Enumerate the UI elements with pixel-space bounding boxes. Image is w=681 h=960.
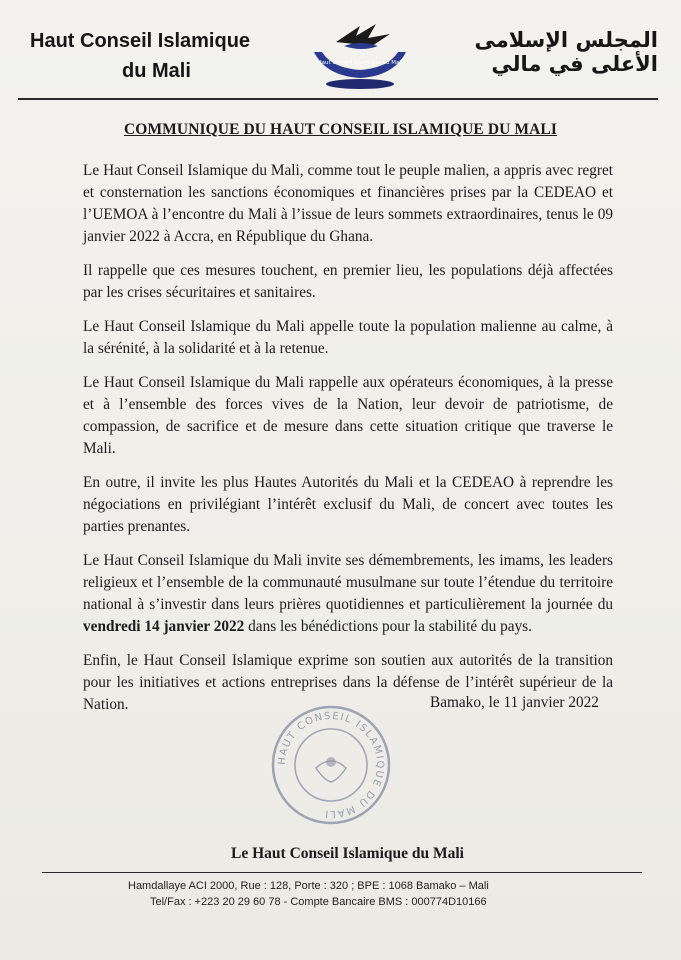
org-name-arabic: المجلس الإسلامى الأعلى في مالي xyxy=(474,28,658,76)
svg-text:Haut Conseil Islamique du Mali: Haut Conseil Islamique du Mali xyxy=(317,60,403,66)
paragraph-6-date: vendredi 14 janvier 2022 xyxy=(83,618,245,635)
org-logo-icon xyxy=(306,12,414,92)
footer-contact: Tel/Fax : +223 20 29 60 78 - Compte Bancaire BMS : 000774D10166 xyxy=(150,896,487,908)
paragraph-6-start: Le Haut Conseil Islamique du Mali invite ses démembrements, les imams, les leaders religieux et l’ensemble de la communauté musulmane sur toute l’étendue du territoire national à s’investir dans leurs prières quotidiennes et particulièrement la journée du xyxy=(83,552,613,613)
org-name-line2: du Mali xyxy=(122,60,191,82)
svg-text:HAUT CONSEIL ISLAMIQUE DU MALI: HAUT CONSEIL ISLAMIQUE DU MALI xyxy=(276,710,386,820)
paragraph-5: En outre, il invite les plus Hautes Autorités du Mali et la CEDEAO à reprendre les négociations en privilégiant l’intérêt exclusif du Mali, de concert avec toutes les parties prenantes. xyxy=(83,474,613,535)
paragraph-3: Le Haut Conseil Islamique du Mali appelle toute la population malienne au calme, à la sérénité, à la solidarité et à la retenue. xyxy=(83,318,613,357)
paragraph-6-end: dans les bénédictions pour la stabilité du pays. xyxy=(244,618,532,635)
document-body xyxy=(83,160,613,728)
footer-address: Hamdallaye ACI 2000, Rue : 128, Porte : 320 ; BPE : 1068 Bamako – Mali xyxy=(128,880,489,892)
official-stamp-icon xyxy=(268,702,394,828)
paragraph-4: Le Haut Conseil Islamique du Mali rappelle aux opérateurs économiques, à la presse et à l’ensemble des forces vives de la Nation, leur devoir de patriotisme, de compassion, de sacrifice et de mesure dans cette situation critique que traverse le Mali. xyxy=(83,374,613,457)
header-divider xyxy=(18,98,658,100)
paragraph-2: Il rappelle que ces mesures touchent, en premier lieu, les populations déjà affectées par les crises sécuritaires et sanitaires. xyxy=(83,262,613,301)
dateline: Bamako, le 11 janvier 2022 xyxy=(430,694,599,711)
paragraph-6 xyxy=(83,550,613,638)
paragraph-1: Le Haut Conseil Islamique du Mali, comme tout le peuple malien, a appris avec regret et consternation les sanctions économiques et financières prises par la CEDEAO et l’UEMOA à l’encontre du Mali à l’issue de leurs sommets extraordinaires, tenus le 09 janvier 2022 à Accra, en République du Ghana. xyxy=(83,162,613,245)
document-title: COMMUNIQUE DU HAUT CONSEIL ISLAMIQUE DU MALI xyxy=(124,121,557,138)
org-name-line1: Haut Conseil Islamique xyxy=(30,30,251,52)
org-name-french xyxy=(30,26,300,86)
footer-divider xyxy=(42,872,642,873)
paragraph-7: Enfin, le Haut Conseil Islamique exprime son soutien aux autorités de la transition pour les initiatives et actions entreprises dans la défense de l’intérêt supérieur de la Nation. xyxy=(83,652,613,713)
signature: Le Haut Conseil Islamique du Mali xyxy=(231,845,464,862)
